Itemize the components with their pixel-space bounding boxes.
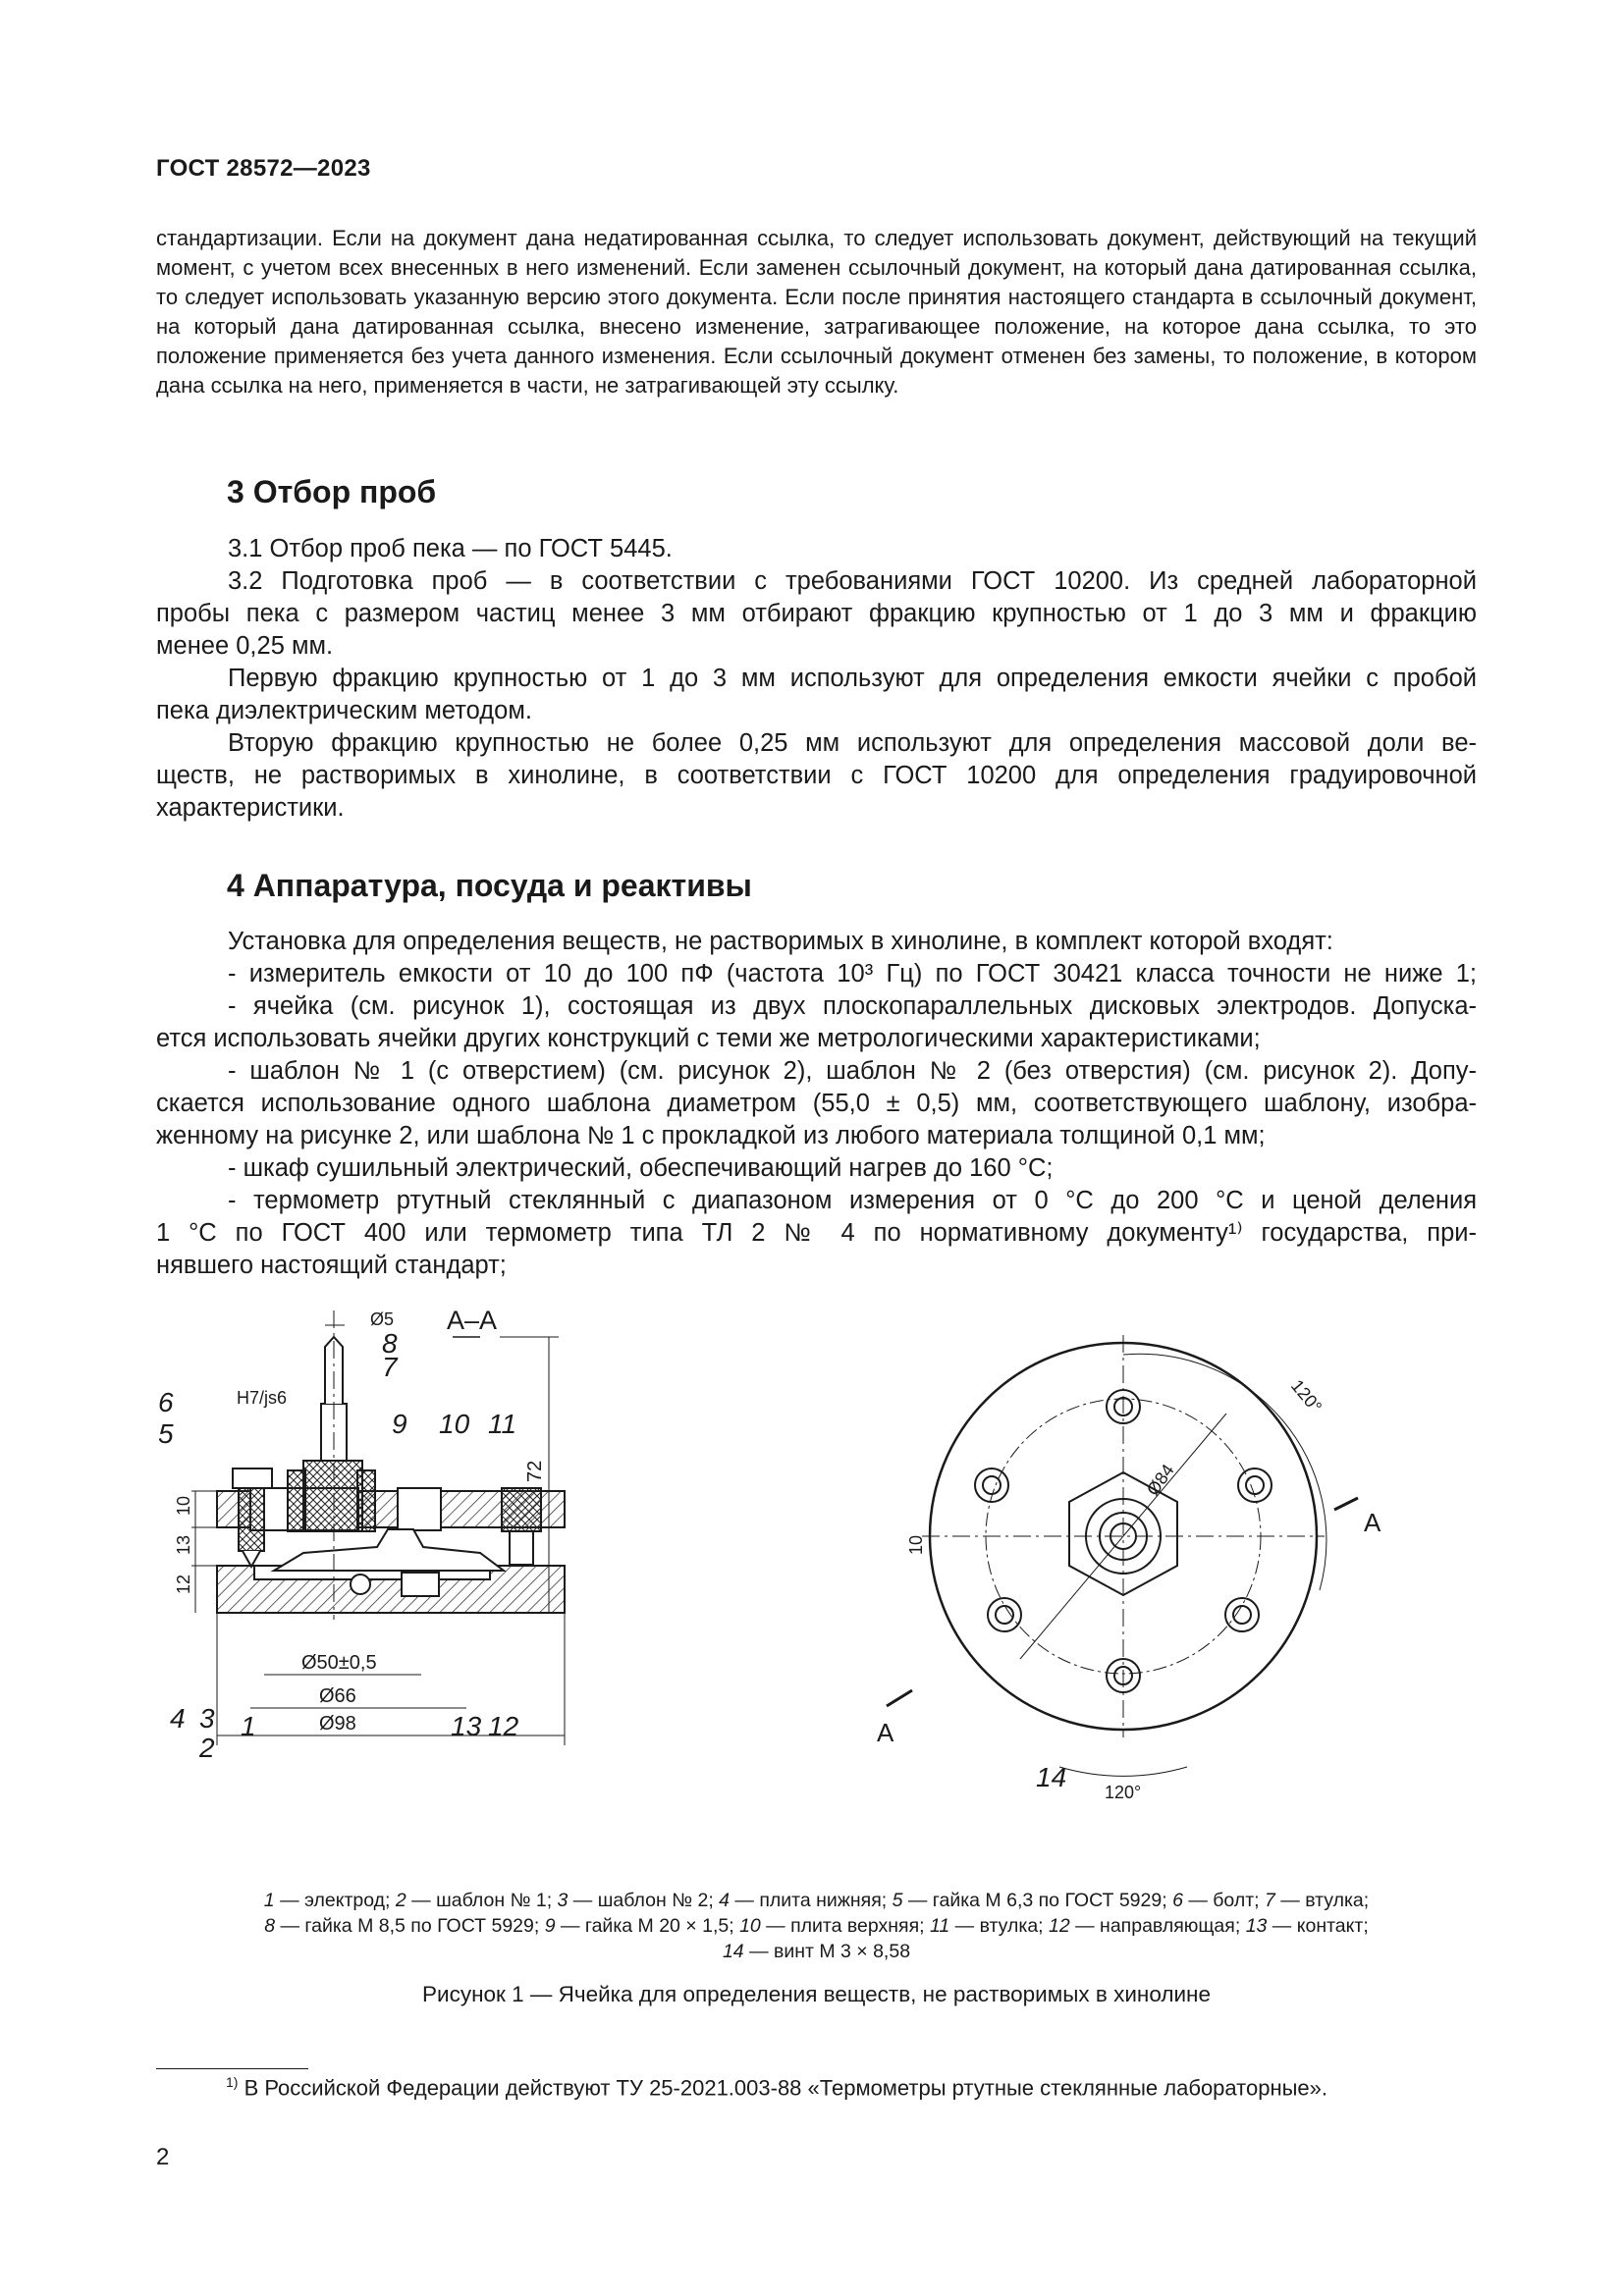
text-line: характеристики. xyxy=(156,794,345,822)
legend-item: 4 — плита нижняя; xyxy=(719,1890,893,1911)
figure-caption: Рисунок 1 — Ячейка для определения веществ, не растворимых в хинолине xyxy=(422,1982,1211,2006)
angle-120b: 120° xyxy=(1105,1783,1142,1802)
dim-r10: 10 xyxy=(906,1534,926,1555)
text-line: 3.1 Отбор проб пека — по ГОСТ 5445. xyxy=(228,535,673,562)
text-line: 1 °С по ГОСТ 400 или термометр типа ТЛ 2 № 4 по нормативному документу¹⁾ государства, при- xyxy=(156,1219,1477,1247)
callout: 8 xyxy=(382,1328,398,1359)
legend-item: 6 — болт; xyxy=(1172,1890,1265,1911)
text-line: - термометр ртутный стеклянный с диапазоном измерения от 0 °С до 200 °С и ценой деления xyxy=(228,1187,1477,1214)
legend-item: 1 — электрод; xyxy=(263,1890,396,1911)
figure-legend xyxy=(156,1888,1477,1964)
text-line: пека диэлектрическим методом. xyxy=(156,697,532,724)
callout: 9 xyxy=(392,1409,407,1439)
text-line: - шкаф сушильный электрический, обеспечивающий нагрев до 160 °С; xyxy=(228,1154,1054,1182)
callout: 10 xyxy=(439,1409,470,1439)
plan-view xyxy=(877,1335,1381,1802)
page-number: 2 xyxy=(156,2144,170,2170)
cut-label: А xyxy=(1364,1508,1381,1537)
section-4-title: 4 Аппаратура, посуда и реактивы xyxy=(227,868,752,903)
callout: 11 xyxy=(488,1409,517,1439)
callout: 2 xyxy=(199,1733,215,1763)
legend-item: 7 — втулка; xyxy=(1265,1890,1370,1911)
text-line: пробы пека с размером частиц менее 3 мм отбирают фракцию крупностью от 1 до 3 мм и фракцию xyxy=(156,600,1477,627)
dim-72: 72 xyxy=(524,1460,546,1482)
callout: 4 xyxy=(170,1703,186,1734)
callout: 7 xyxy=(382,1352,398,1382)
text-line: ществ, не растворимых в хинолине, в соответствии с ГОСТ 10200 для определения градуировочной xyxy=(156,762,1477,789)
section-4-body xyxy=(156,926,1477,1282)
dim-10: 10 xyxy=(174,1495,193,1516)
angle-120a: 120° xyxy=(1286,1375,1326,1417)
callout: 14 xyxy=(1036,1762,1067,1792)
footnote: $^{1)}$ В Российской Федерации действуют ТУ 25-2021.003-88 «Термометры ртутные стеклянные лабораторные». xyxy=(226,2074,1328,2101)
text-line: Установка для определения веществ, не растворимых в хинолине, в комплект которой входят: xyxy=(228,928,1333,955)
callout: 12 xyxy=(488,1711,519,1741)
text-line: 3.2 Подготовка проб — в соответствии с требованиями ГОСТ 10200. Из средней лабораторной xyxy=(228,567,1477,595)
fit-label: H7/js6 xyxy=(237,1388,288,1408)
dim-d98: Ø98 xyxy=(319,1713,356,1735)
cut-label: А xyxy=(877,1718,894,1747)
text-line: Вторую фракцию крупностью не более 0,25 мм используют для определения массовой доли ве- xyxy=(228,729,1477,757)
callout: 13 xyxy=(451,1711,482,1741)
legend-item: 14 — винт М 3 × 8,58 xyxy=(722,1941,911,1962)
text-line: ется использовать ячейки других конструкций с теми же метрологическими характеристиками; xyxy=(156,1025,1261,1052)
dim-13: 13 xyxy=(174,1534,193,1555)
bushing xyxy=(303,1461,362,1531)
electrode xyxy=(274,1529,504,1571)
legend-item: 3 — шаблон № 2; xyxy=(557,1890,720,1911)
callout: 3 xyxy=(199,1703,215,1734)
text-line: - ячейка (см. рисунок 1), состоящая из двух плоскопараллельных дисковых электродов. Допуска- xyxy=(228,992,1477,1020)
text-line: Первую фракцию крупностью от 1 до 3 мм используют для определения емкости ячейки с пробой xyxy=(228,665,1477,692)
legend-item: 12 — направляющая; xyxy=(1049,1915,1246,1937)
section-label: А–А xyxy=(447,1306,498,1335)
legend-item: 13 — контакт; xyxy=(1245,1915,1369,1937)
intro-paragraph: стандартизации. Если на документ дана недатированная ссылка, то следует использовать документ, действующий на текущий момент, с учетом всех внесенных в него изменений. Если заменен ссылочный документ, на который дана датированная ссылка, то следует использовать указанную версию этого документа. Если после принятия настоящего стандарта в ссылочный документ, на который дана датированная ссылка, внесено изменение, затрагивающее положение, на которое дана ссылка, то это положение применяется без учета данного изменения. Если ссылочный документ отменен без замены, то положение, в котором дана ссылка на него, применяется в части, не затрагивающей эту ссылку. xyxy=(156,226,1477,398)
dim-12: 12 xyxy=(174,1574,193,1594)
dim-d5: Ø5 xyxy=(370,1309,395,1329)
dim-d50: Ø50±0,5 xyxy=(301,1652,377,1674)
legend-item: 2 — шаблон № 1; xyxy=(395,1890,558,1911)
callout: 6 xyxy=(158,1387,174,1417)
text-line: нявшего настоящий стандарт; xyxy=(156,1252,507,1279)
document-header: ГОСТ 28572—2023 xyxy=(156,155,371,182)
section-3-title: 3 Отбор проб xyxy=(227,474,437,509)
dim-d84: Ø84 xyxy=(1142,1460,1178,1500)
figure-1-drawing xyxy=(156,1296,1477,1885)
dim-d66: Ø66 xyxy=(319,1685,356,1707)
legend-item: 10 — плита верхняя; xyxy=(739,1915,930,1937)
callout: 5 xyxy=(158,1418,174,1449)
text-line: - шаблон № 1 (с отверстием) (см. рисунок 2), шаблон № 2 (без отверстия) (см. рисунок 2). Допу- xyxy=(228,1057,1477,1085)
text-line: - измеритель емкости от 10 до 100 пФ (частота 10³ Гц) по ГОСТ 30421 класса точности не ниже 1; xyxy=(228,960,1477,988)
legend-item: 5 — гайка М 6,3 по ГОСТ 5929; xyxy=(892,1890,1173,1911)
text-line: женному на рисунке 2, или шаблона № 1 с прокладкой из любого материала толщиной 0,1 мм; xyxy=(156,1122,1266,1149)
legend-item: 9 — гайка М 20 × 1,5; xyxy=(544,1915,740,1937)
legend-item: 11 — втулка; xyxy=(930,1915,1050,1937)
section-3-body xyxy=(156,533,1477,825)
text-line: менее 0,25 мм. xyxy=(156,632,334,660)
footnote-divider xyxy=(156,2068,308,2069)
section-view xyxy=(158,1306,565,1763)
text-line: скается использование одного шаблона диаметром (55,0 ± 0,5) мм, соответствующего шаблону, изобра- xyxy=(156,1090,1477,1117)
legend-item: 8 — гайка М 8,5 по ГОСТ 5929; xyxy=(264,1915,545,1937)
callout: 1 xyxy=(241,1711,256,1741)
